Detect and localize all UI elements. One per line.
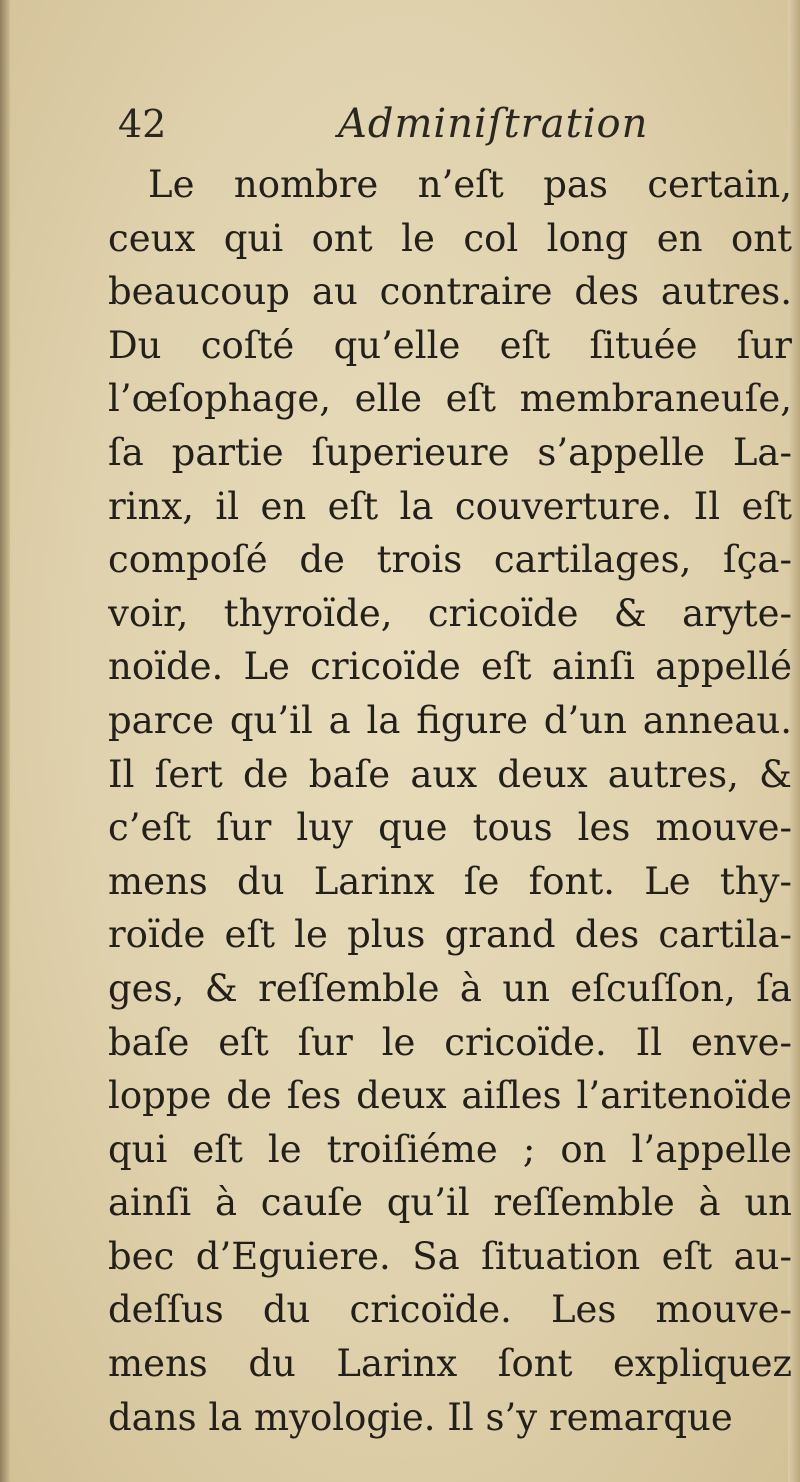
text-line: voir, thyroïde, cricoïde & aryte- — [108, 591, 792, 635]
text-line: bec d’Eguiere. Sa ſituation eſt au- — [108, 1234, 792, 1278]
text-line: compoſé de trois cartilages, ſça- — [108, 538, 792, 582]
text-line: ſa partie ſuperieure s’appelle La- — [108, 430, 792, 474]
page-number: 42 — [118, 102, 167, 146]
body-text — [108, 158, 792, 1444]
text-line: Le nombre n’eſt pas certain, — [148, 163, 792, 206]
text-line: baſe eſt ſur le cricoïde. Il enve- — [108, 1020, 792, 1064]
text-line: noïde. Le cricoïde eſt ainſi appellé — [108, 645, 792, 689]
text-line: dans la myologie. Il s’y remarque — [108, 1395, 733, 1439]
page-header — [118, 96, 678, 156]
text-line: Il ſert de baſe aux deux autres, & — [108, 752, 792, 796]
text-line: parce qu’il a la figure d’un anneau. — [108, 698, 792, 742]
text-line: mens du Larinx ſont expliquez — [108, 1342, 792, 1386]
text-line: deſſus du cricoïde. Les mouve- — [108, 1288, 792, 1332]
text-line: Du coſté qu’elle eſt ſituée ſur — [108, 323, 792, 367]
page-gutter — [0, 0, 10, 1482]
text-line: qui eſt le troiſiéme ; on l’appelle — [108, 1127, 792, 1171]
running-title: Adminiſtration — [338, 101, 649, 147]
text-line: ges, & reſſemble à un eſcuſſon, ſa — [108, 966, 792, 1010]
text-line: rinx, il en eſt la couverture. Il eſt — [108, 484, 792, 528]
text-line: beaucoup au contraire des autres. — [108, 270, 792, 314]
text-line: ainſi à cauſe qu’il reſſemble à un — [108, 1181, 792, 1225]
text-line: roïde eſt le plus grand des cartila- — [108, 913, 792, 957]
text-line: mens du Larinx ſe font. Le thy- — [108, 859, 792, 903]
text-line: c’eſt ſur luy que tous les mouve- — [108, 806, 792, 850]
text-line: loppe de ſes deux aiſles l’aritenoïde — [108, 1074, 792, 1118]
text-line: l’œſophage, elle eſt membraneuſe, — [108, 377, 792, 421]
text-line: ceux qui ont le col long en ont — [108, 216, 792, 260]
